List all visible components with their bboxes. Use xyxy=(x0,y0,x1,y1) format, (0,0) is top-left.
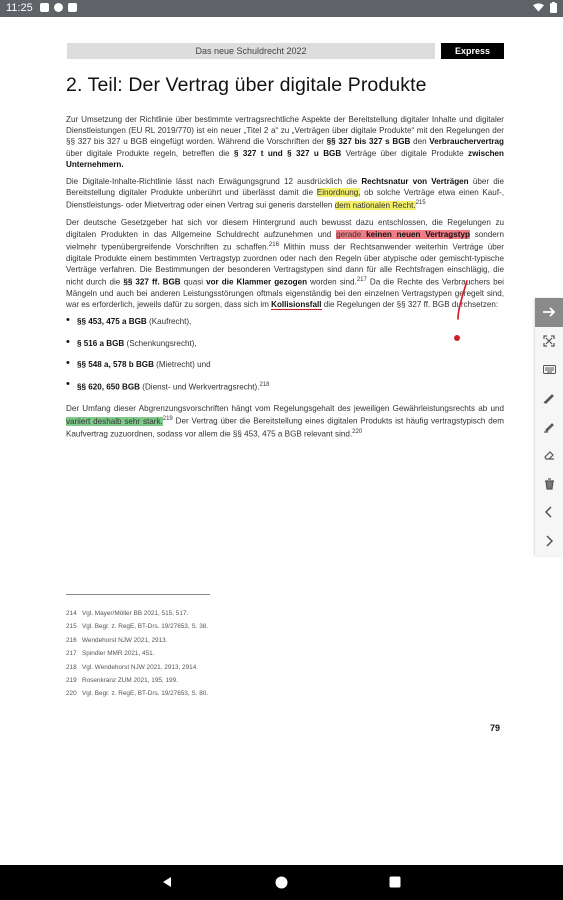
highlight-yellow[interactable]: dem nationalen Recht. xyxy=(334,201,416,211)
footnote: 214 Vgl. Mayer/Möller BB 2021, 515, 517. xyxy=(66,610,189,617)
paragraph-1: Zur Umsetzung der Richtlinie über bestimmte vertragsrechtliche Aspekte der Bereitstellung digitaler Inhalte und digitaler Dienstleistungen (EU RL 2019/770) ist ein neuer „Titel 2 a“ zu „Verträgen über digitale Produkte“ mit den Regelungen der §§ 327 bis 327 u BGB eingefügt worden. Während die Vorschriften der §§ 327 bis 327 s BGB den Verbrauchervertrag über digitale Produkte regeln, betreffen die § 327 t und § 327 u BGB Verträge über digitale Produkte zwischen Unternehmern. xyxy=(66,115,504,169)
notification-file-icon xyxy=(68,3,77,12)
paragraph-3: Der deutsche Gesetzgeber hat sich vor diesem Hintergrund auch bewusst dazu entschlossen, die Regelungen zu digitalen Produkten in das Allgemeine Schuldrecht aufzunehmen und gerade keinen neuen Vertragstyp sondern vielmehr typenübergreifende Vorschriften zu schaffen.$^{216}$ Mithin muss der Rechtsanwender weiterhin Verträge über digitale Produkte einem bestimmten Vertragstyp zuordnen oder nach den Regeln über atypische oder gemischt-typische Verträge verfahren. Die Bestimmungen der besonderen Vertragstypen sind dann für alle Rechtsfragen einschlägig, die nicht durch die §§ 327 ff. BGB quasi vor die Klammer gezogen worden sind.$^{217}$ Da die Rechte des Verbrauchers bei Mängeln und auch bei anderen Leistungsstörungen oftmals eigenständig bei den einzelnen Vertragstypen geregelt sind, war es erforderlich, jeweils dafür zu sorgen, dass sich im Kollisionsfall die Regelungen der §§ 327 ff. BGB durchsetzen: xyxy=(66,218,504,310)
status-bar xyxy=(0,0,563,17)
fit-screen-icon[interactable] xyxy=(535,327,563,356)
list-item: • §§ 453, 475 a BGB (Kaufrecht), xyxy=(66,316,504,327)
navigation-bar xyxy=(0,865,563,900)
notification-icons xyxy=(40,3,77,12)
recents-icon[interactable] xyxy=(388,875,402,889)
running-header: Das neue Schuldrecht 2022 xyxy=(67,43,435,59)
footnote-divider xyxy=(66,594,210,595)
highlight-yellow[interactable]: Einordnung, xyxy=(316,188,361,198)
document-page xyxy=(0,17,563,865)
highlighter-icon[interactable] xyxy=(535,412,563,441)
bullet-list xyxy=(66,316,504,393)
eraser-icon[interactable] xyxy=(535,441,563,470)
chapter-title: 2. Teil: Der Vertrag über digitale Produkte xyxy=(66,74,427,96)
chevron-right-icon[interactable] xyxy=(535,527,563,556)
paragraph-4: Der Umfang dieser Abgrenzungsvorschriften hängt vom Regelungsgehalt des jeweiligen Gewährleistungsrechts ab und variiert deshalb sehr stark.$^{219}$ Der Vertrag über die Bereitstellung eines digitalen Produkts ist häufig vertragstypisch dem Kaufvertrag zuzuordnen, sodass vor allem die §§ 453, 475 a BGB relevant sind.$^{220}$ xyxy=(66,403,504,439)
battery-icon xyxy=(550,2,557,13)
notification-app-icon xyxy=(40,3,49,12)
pen-annotation[interactable] xyxy=(450,279,470,345)
chevron-left-icon[interactable] xyxy=(535,498,563,527)
trash-icon[interactable] xyxy=(535,470,563,499)
express-badge: Express xyxy=(441,43,504,59)
underline-red[interactable]: Kollisionsfall xyxy=(271,300,322,310)
status-time: 11:25 xyxy=(6,2,33,14)
body-text xyxy=(66,114,504,446)
footnote: 215 Vgl. Begr. z. RegE, BT-Drs. 19/27653, S. 38. xyxy=(66,623,209,631)
list-item: • §§ 548 a, 578 b BGB (Mietrecht) und xyxy=(66,359,504,370)
system-icons xyxy=(533,2,557,13)
pen-icon[interactable] xyxy=(535,384,563,413)
keyboard-icon[interactable] xyxy=(535,355,563,384)
footnote: 217 Spindler MMR 2021, 451. xyxy=(66,650,155,658)
footnote: 216 Wendehorst NJW 2021, 2913. xyxy=(66,636,168,644)
footnote: 218 Vgl. Wendehorst NJW 2021, 2913, 2914. xyxy=(66,663,199,671)
highlight-red[interactable]: gerade keinen neuen Vertragstyp xyxy=(336,229,470,239)
paragraph-2: Die Digitale-Inhalte-Richtlinie lässt nach Erwägungsgrund 12 ausdrücklich die Rechtsnatur von Verträgen über die Bereitstellung digitaler Produkte unberührt und überlässt damit die Einordnung, ob solche Verträge etwa einen Kauf-, Dienstleistungs- oder Mietvertrag oder einen Vertrag sui generis darstellen dem nationalen Recht.$^{215}$ xyxy=(66,177,505,211)
list-item: • § 516 a BGB (Schenkungsrecht), xyxy=(66,338,504,349)
footnote: 219 Rosenkranz ZUM 2021, 195, 199. xyxy=(66,677,178,685)
page-number: 79 xyxy=(490,723,501,733)
wifi-icon xyxy=(533,3,544,13)
footnotes xyxy=(66,607,208,701)
annotation-toolbar xyxy=(535,298,563,556)
home-icon[interactable] xyxy=(274,875,288,889)
arrow-right-icon[interactable] xyxy=(535,298,563,327)
back-icon[interactable] xyxy=(160,875,174,889)
footnote: 220 Vgl. Begr. z. RegE, BT-Drs. 19/27653, S. 80. xyxy=(66,690,209,698)
notification-g-icon xyxy=(54,3,63,12)
highlight-green[interactable]: variiert deshalb sehr stark. xyxy=(66,416,163,426)
list-item: • §§ 620, 650 BGB (Dienst- und Werkvertragsrecht).$^{218}$ xyxy=(66,380,504,393)
